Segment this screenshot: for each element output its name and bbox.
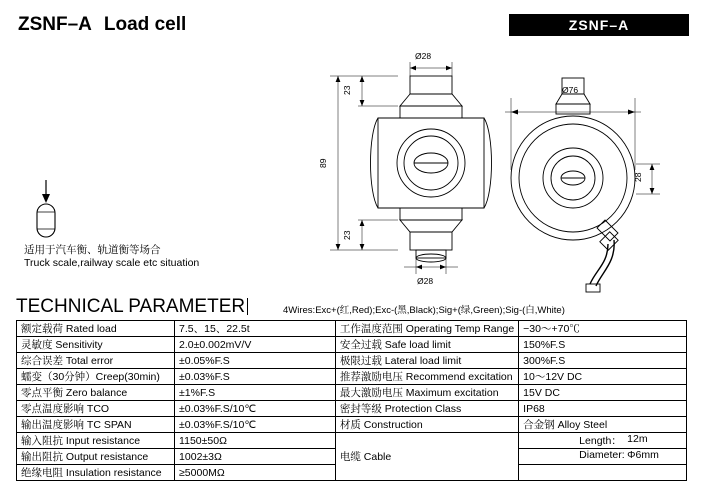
spec-value: 1150±50Ω (175, 433, 336, 449)
spec-label: 绝缘电阻 Insulation resistance (17, 465, 175, 481)
technical-drawings (300, 48, 700, 298)
dim-label-d28-top: Ø28 (415, 51, 432, 61)
table-row (17, 353, 687, 369)
spec-value: 10～12V DC (519, 369, 687, 385)
table-row (17, 321, 687, 337)
spec-value: ±0.03%F.S/10℃ (175, 417, 336, 433)
spec-label: 极限过载 Lateral load limit (335, 353, 518, 369)
dim-label-d76: Ø76 (562, 85, 579, 95)
dim-label-23-bottom: 23 (342, 230, 352, 240)
table-row (17, 401, 687, 417)
spec-label: 零点温度影响 TCO (17, 401, 175, 417)
cable-length-key: Length： (579, 435, 622, 447)
table-row (17, 433, 687, 449)
spec-value: ±0.05%F.S (175, 353, 336, 369)
cable-length-value: 12m (627, 433, 648, 445)
cable-length-cell (519, 433, 687, 449)
page-title-model: ZSNF–A (18, 14, 92, 35)
model-badge-label: ZSNF–A (568, 17, 630, 33)
table-row (17, 369, 687, 385)
page-title (18, 14, 186, 36)
cable-diameter-value: Φ6mm (627, 449, 659, 461)
spec-value: ≥5000MΩ (175, 465, 336, 481)
spec-label: 零点平衡 Zero balance (17, 385, 175, 401)
cable-label: 电缆 Cable (335, 433, 518, 481)
spec-label: 蠕变（30分钟）Creep(30min) (17, 369, 175, 385)
dim-label-d28-bottom: Ø28 (417, 276, 434, 286)
spec-label: 综合误差 Total error (17, 353, 175, 369)
spec-value: 1002±3Ω (175, 449, 336, 465)
load-direction-illustration (26, 178, 66, 238)
cable-diameter-cell (519, 449, 687, 465)
spec-value: ±1%F.S (175, 385, 336, 401)
spec-value: 150%F.S (519, 337, 687, 353)
cable-diameter-key: Diameter: (579, 449, 625, 461)
spec-label: 灵敏度 Sensitivity (17, 337, 175, 353)
specification-table (16, 320, 687, 481)
spec-label: 最大激励电压 Maximum excitation (335, 385, 518, 401)
model-badge (509, 14, 689, 36)
spec-value: 15V DC (519, 385, 687, 401)
dim-label-28-right: 28 (633, 172, 643, 182)
spec-value-empty (519, 465, 687, 481)
usage-note (24, 244, 199, 270)
spec-value: ±0.03%F.S (175, 369, 336, 385)
spec-value: IP68 (519, 401, 687, 417)
spec-label: 密封等级 Protection Class (335, 401, 518, 417)
page-title-product: Load cell (103, 14, 187, 35)
spec-value: 合金钢 Alloy Steel (519, 417, 687, 433)
wiring-note: 4Wires:Exc+(红,Red);Exc-(黑,Black);Sig+(绿,Green);Sig-(白,White) (283, 305, 565, 316)
spec-value: 2.0±0.002mV/V (175, 337, 336, 353)
spec-value: ±0.03%F.S/10℃ (175, 401, 336, 417)
spec-label: 输出阻抗 Output resistance (17, 449, 175, 465)
table-row (17, 337, 687, 353)
spec-label: 推荐激励电压 Recommend excitation (335, 369, 518, 385)
text-cursor (247, 298, 248, 315)
spec-label: 输入阻抗 Input resistance (17, 433, 175, 449)
table-row (17, 417, 687, 433)
spec-label: 材质 Construction (335, 417, 518, 433)
table-row (17, 385, 687, 401)
spec-label: 输出温度影响 TC SPAN (17, 417, 175, 433)
spec-label: 工作温度范围 Operating Temp Range (335, 321, 518, 337)
technical-parameter-heading-text: TECHNICAL PARAMETER (16, 296, 246, 317)
spec-value: 7.5、15、22.5t (175, 321, 336, 337)
usage-note-en: Truck scale,railway scale etc situation (24, 257, 200, 269)
dim-label-89: 89 (318, 158, 328, 168)
spec-label: 额定载荷 Rated load (17, 321, 175, 337)
spec-value: 300%F.S (519, 353, 687, 369)
technical-parameter-heading (16, 296, 248, 318)
usage-note-cn: 适用于汽车衡、轨道衡等场合 (24, 244, 161, 256)
dim-label-23-top: 23 (342, 85, 352, 95)
spec-value: −30～+70℃ (519, 321, 687, 337)
spec-label: 安全过载 Safe load limit (335, 337, 518, 353)
